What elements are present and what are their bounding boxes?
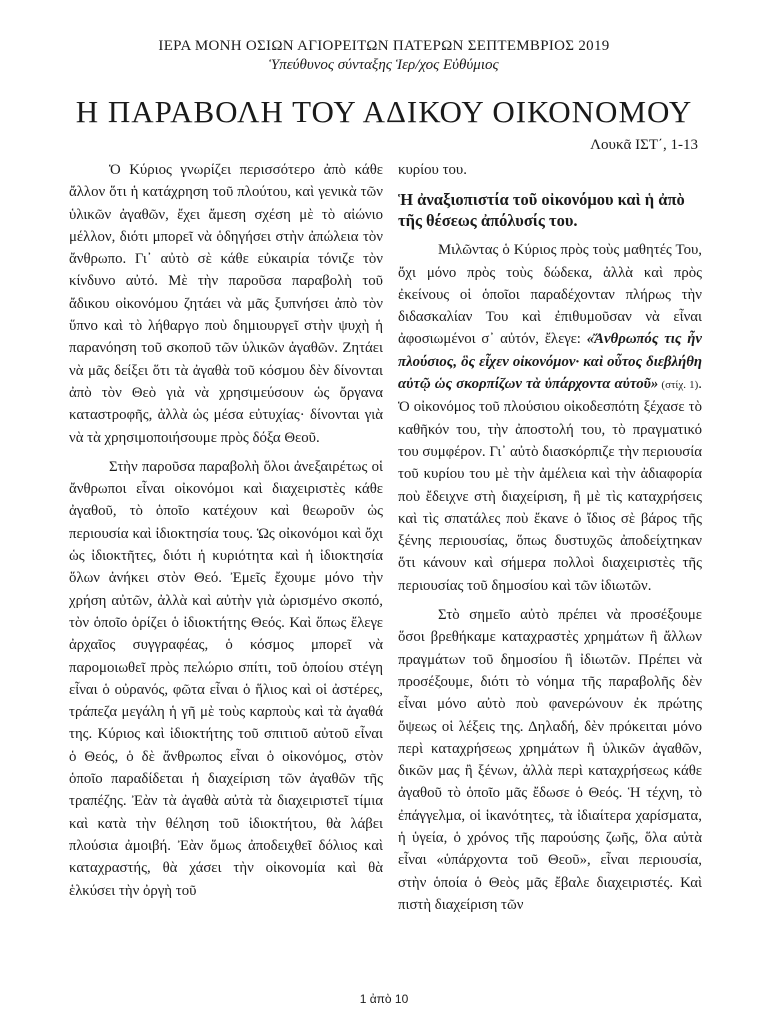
paragraph-continuation: κυρίου του. [398,162,467,178]
paragraph-text: Μιλῶντας ὁ Κύριος πρὸς τοὺς μαθητές Του, ὄχι μόνο πρὸς τοὺς δώδεκα, ἀλλὰ καὶ πρὸς ἐκείνους οἱ ὁποῖοι παραδέχονταν πλήρως τὴν διδασκαλίαν Του καὶ ἐπιθυμοῦσαν νὰ εἶναι ἀφοσιωμένοι σ᾽ αὐτόν, ἔλεγε: [398,242,702,348]
page-number: 1 ἀπὸ 10 [359,992,409,1006]
paragraph-text: . Ὁ οἰκονόμος τοῦ πλούσιου οἰκοδεσπότη ξέχασε τὸ καθῆκόν του, τὴν ἀποστολή του, τὸ πραγματικό του συμφέρον. Γι᾽ αὐτὸ διασκόρπιζε τὴν περιουσία τοῦ κυρίου του μὲ τὴν ἀμέλεια καὶ τὴν ἀδιαφορία ποὺ ἔδειχνε στὴ διαχείριση, ἢ μὲ τὶς καταχρήσεις καὶ τὶς σπατάλες ποὺ ἔκανε ὁ ἴδιος σὲ βάρος τῆς ξένης περιουσίας, ὅπως δυστυχῶς ἀποδείχτηκαν ὅτι κάνουν καὶ σήμερα πολλοὶ διαχειριστὲς τῆς περιουσίας τοῦ δημοσίου καὶ τῶν ἰδιωτῶν. [398,376,702,594]
monastery-header: ΙΕΡΑ ΜΟΝΗ ΟΣΙΩΝ ΑΓΙΟΡΕΙΤΩΝ ΠΑΤΕΡΩΝ ΣΕΠΤΕΜΒΡΙΟΣ 2019 [158,38,610,54]
paragraph: Στὸ σημεῖο αὐτὸ πρέπει νὰ προσέξουμε ὅσοι βρεθήκαμε καταχραστὲς χρημάτων ἢ ἄλλων πραγμάτων τοῦ δημοσίου ἢ ἰδιωτῶν. Πρέπει νὰ προσέξουμε, διότι τὸ νόημα τῆς παραβολῆς δὲν εἶναι μόνο αὐτὸ ποὺ φανερώνουν ἐκ πρώτης ὄψεως οἱ λέξεις της. Δηλαδή, δὲν πρόκειται μόνο περὶ καταχρήσεως χρημάτων ἢ ὑλικῶν ἀγαθῶν, δικῶν μας ἢ ξένων, ἀλλὰ περὶ καταχρήσεως κάθε ἀγαθοῦ τὸ ὁποῖο μᾶς ἔδωσε ὁ Θεός. Ἡ τέχνη, τὸ ἐπάγγελμα, οἱ ἱκανότητες, τὰ ἰδιαίτερα χαρίσματα, ἡ ὑγεία, ὁ χρόνος τῆς παρούσης ζωῆς, ὅλα αὐτὰ εἶναι «ὑπάρχοντα τοῦ Θεοῦ», εἶναι περιουσία, στὴν ὁποία ὁ Θεὸς μᾶς ἔβαλε διαχειριστές. Καὶ πιστὴ διαχείριση τῶν [398,607,702,913]
editor-line: Ὑπεύθυνος σύνταξης Ἱερ/χος Εὐθύμιος [269,57,499,73]
section-subheading: Ἡ ἀναξιοπιστία τοῦ οἰκονόμου καὶ ἡ ἀπὸ τῆς θέσεως ἀπόλυσίς του. [398,190,685,231]
page-header [0,38,768,74]
paragraph [398,239,702,597]
paragraph: Στὴν παροῦσα παραβολὴ ὅλοι ἀνεξαιρέτως οἱ ἄνθρωποι εἶναι οἰκονόμοι καὶ διαχειριστὲς κάθε ἀγαθοῦ, τὸ ὁποῖο κατέχουν καὶ θεωροῦν ὡς περιουσία καὶ ἰδιοκτησία τους. Ὡς οἰκονόμοι καὶ ὄχι ὡς ἰδιοκτῆτες, διότι ἡ κυριότητα καὶ ἡ ἰδιοκτησία ὅλων ἀνήκει στὸν Θεό. Ἐμεῖς ἔχουμε μόνο τὴν χρήση αὐτῶν, ἀλλὰ καὶ αὐτὴν γιὰ ὡρισμένο σκοπό, τὸν ὁποῖο ὁρίζει ὁ ἰδιοκτήτης Θεός. Καὶ ὅπως ἔλεγε ἀρχαῖος συγγραφέας, ὁ κόσμος μπορεῖ νὰ παρομοιωθεῖ πρὸς πελώριο σπίτι, τοῦ ὁποίου στέγη εἶναι ὁ οὐρανός, φῶτα εἶναι ὁ ἥλιος καὶ οἱ ἀστέρες, τράπεζα μεγάλη ἡ γῆ μὲ τοὺς καρποὺς καὶ τὰ ἀγαθά της. Κύριος καὶ ἰδιοκτήτης τοῦ σπιτιοῦ αὐτοῦ εἶναι ὁ Θεός, ὁ δὲ ἄνθρωπος εἶναι ὁ οἰκονόμος, στὸν ὁποῖο παραδίδεται ἡ διαχείριση τῶν ἀγαθῶν τῆς τραπέζης. Ἐὰν τὰ ἀγαθὰ αὐτὰ τὰ διαχειριστεῖ τίμια καὶ κατὰ τὴν θέληση τοῦ ἰδιοκτήτου, θὰ λάβει πλούσια ἀμοιβή. Ἐὰν ὅμως ἀποδειχθεῖ δόλιος καὶ καταχραστής, θὰ χάσει τὴν οἰκονομία καὶ θὰ ἑλκύσει τὴν ὀργὴ τοῦ [69,458,383,899]
scripture-reference: Λουκᾶ ΙΣΤ΄, 1-13 [590,137,698,153]
paragraph: Ὁ Κύριος γνωρίζει περισσότερο ἀπὸ κάθε ἄλλον ὅτι ἡ κατάχρηση τοῦ πλούτου, καὶ γενικὰ τῶν ὑλικῶν ἀγαθῶν, ἔχει ἄμεση σχέση μὲ τὸ αἰώνιο μέλλον, διότι μπορεῖ νὰ ὁδηγήσει στὴν ἀπώλεια τὸν ἄνθρωπο. Γι᾽ αὐτὸ σὲ κάθε εὐκαιρία τόνιζε τὸν κίνδυνο αὐτό. Μὲ τὴν παροῦσα παραβολὴ τοῦ ἄδικου οἰκονόμου ζητάει νὰ μᾶς ξυπνήσει ἀπὸ τὸν ὕπνο καὶ τὸ λήθαργο ποὺ δημιουργεῖ στὴν ψυχὴ ἡ παρανόηση τοῦ σκοποῦ τῶν ὑλικῶν ἀγαθῶν. Ζητάει νὰ μᾶς δείξει ὅτι τὰ ἀγαθὰ τοῦ κόσμου δὲν δίνονται ἀπὸ τὸν Θεὸ γιὰ νὰ χρησιμεύσουν ὡς ὄργανα καταστροφῆς, ἀλλὰ ὡς μέσα εὐτυχίας· δίνονται γιὰ νὰ τὰ χρησιμοποιήσουμε πρὸς δόξα Θεοῦ. [69,162,383,446]
right-column [398,159,702,923]
left-column [69,159,383,909]
scripture-quote: «Ἄνθρωπός τις ἦν πλούσιος, ὃς εἶχεν οἰκονόμον· καὶ οὗτος διεβλήθη αὐτῷ ὡς σκορπίζων τὰ ὑπάρχοντα αὐτοῦ» [398,331,702,393]
verse-citation: (στίχ. 1) [658,379,699,392]
page-title: Η ΠΑΡΑΒΟΛΗ ΤΟΥ ΑΔΙΚΟΥ ΟΙΚΟΝΟΜΟΥ [75,94,693,129]
